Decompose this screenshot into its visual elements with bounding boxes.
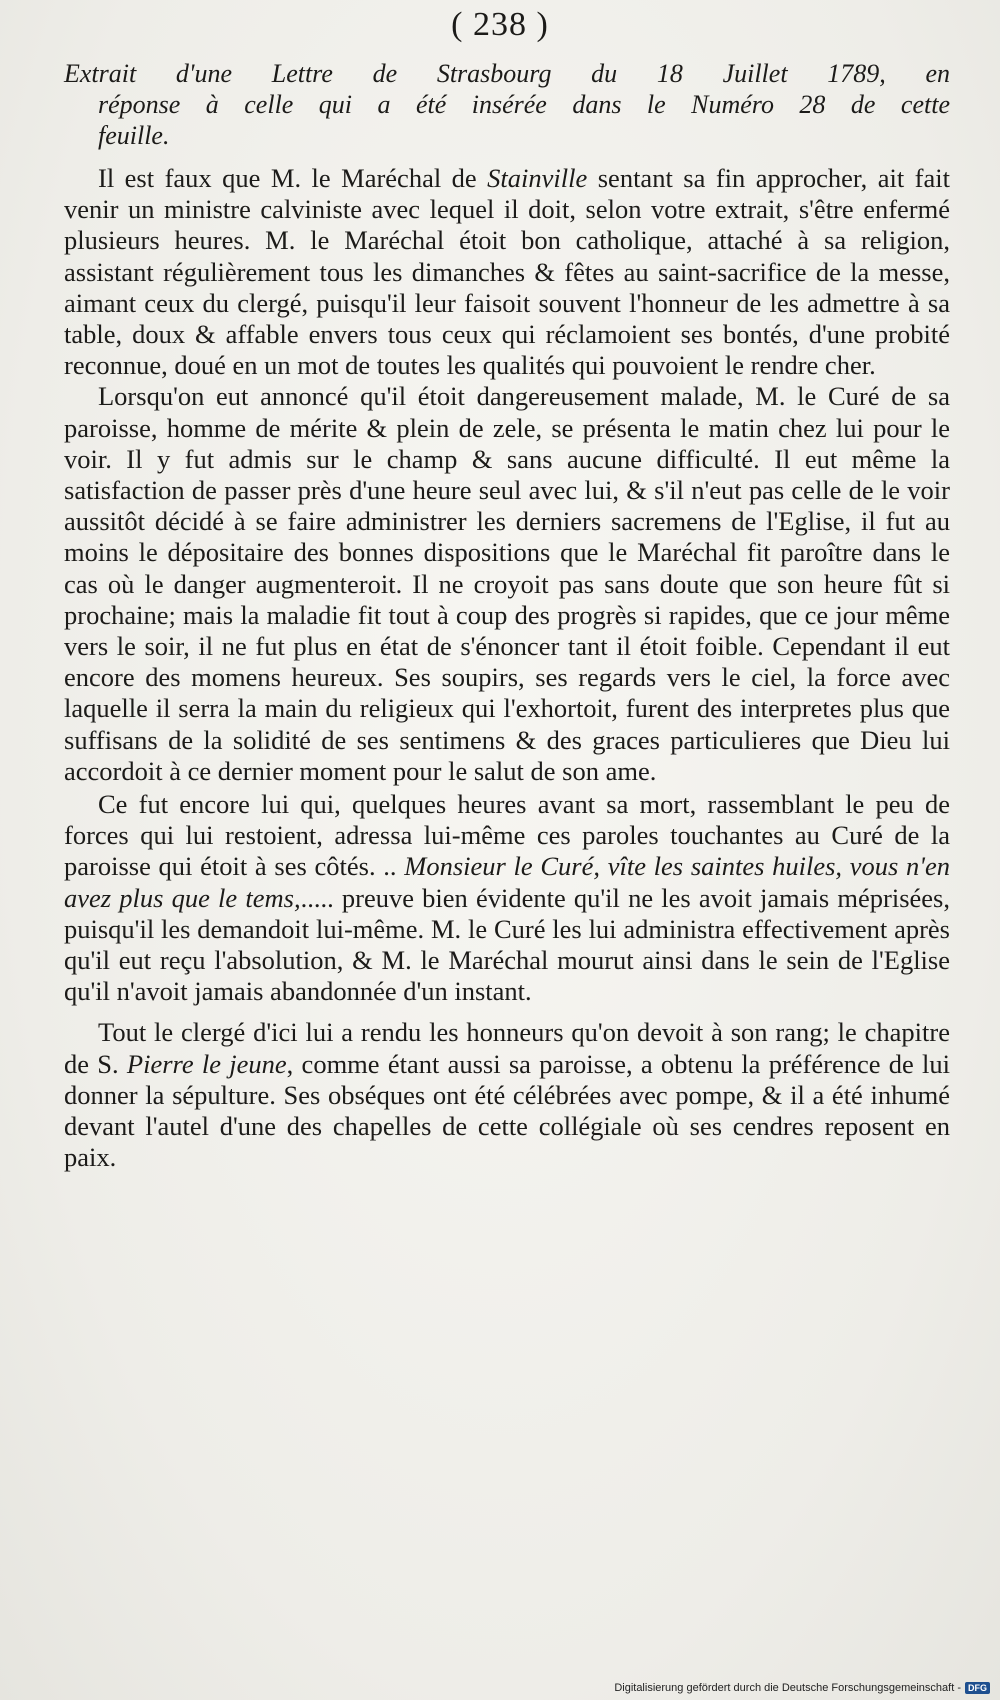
heading-line-3: feuille. [98,121,170,150]
paragraph-4-start: Tout le clergé d'ici lui a rendu les honneurs qu'on devoit à son rang; le chapitre de S. [64,1017,950,1079]
paragraph-1-rest: sentant sa fin approcher, ait fait venir un ministre calviniste avec lequel il doit, selon votre extrait, s'être enfermé plusieurs heures. M. le Maréchal étoit bon catholique, attaché à sa religion, assistant régulièrement tous les dimanches & fêtes au saint-sacrifice de la messe, aimant ceux du clergé, puisqu'il leur faisoit souvent l'honneur de les admettre à sa table, doux & affable envers tous ceux qui réclamoient ses bontés, d'une probité reconnue, doué en un mot de toutes les qualités qui pouvoient le rendre cher. [64,163,950,381]
paragraph-1-start: Il est faux que M. le Maréchal de [98,163,488,193]
paragraph-4-rest: , comme étant aussi sa paroisse, a obtenu la préférence de lui donner la sépulture. Ses obséques ont été célébrées avec pompe, & il a été inhumé devant l'autel d'une des chapelles de cette collégiale où ses cendres reposent en paix. [64,1048,951,1173]
letter-heading [64,58,950,151]
paragraph-4 [64,1017,950,1173]
heading-line-1: Extrait d'une Lettre de Strasbourg du 18 Juillet 1789, en [64,59,950,88]
paragraph-3 [64,789,950,1007]
digitization-credit [614,1682,990,1694]
paragraph-3-rest: ..... preuve bien évidente qu'il ne les avoit jamais méprisées, puisqu'il les demandoit lui-même. M. le Curé les lui administra effectivement après qu'il eut reçu l'absolution, & M. le Maréchal mourut ainsi dans le sein de l'Eglise qu'il n'avoit jamais abandonnée d'un instant. [64,882,950,1007]
letter-body [64,163,950,1174]
quote-last-words: Monsieur le Curé, vîte les saintes huiles, vous n'en avez plus que le tems, [64,851,950,913]
name-pierre-le-jeune: Pierre le jeune [126,1048,287,1079]
credit-text: Digitalisierung gefördert durch die Deutsche Forschungsgemeinschaft - [614,1682,961,1694]
heading-line-2: réponse à celle qui a été insérée dans le Numéro 28 de cette [98,90,950,119]
page-number: ( 238 ) [451,6,549,43]
paragraph-2: Lorsqu'on eut annoncé qu'il étoit dangereusement malade, M. le Curé de sa paroisse, homme de mérite & plein de zele, se présenta le matin chez lui pour le voir. Il y fut admis sur le champ & sans aucune difficulté. Il eut même la satisfaction de passer près d'une heure seul avec lui, & s'il n'eut pas celle de le voir aussitôt décidé à se faire administrer les derniers sacremens de l'Eglise, il fut au moins le dépositaire des bonnes dispositions que le Maréchal fit paroître dans le cas où le danger augmenteroit. Il ne croyoit pas sans doute que son heure fût si prochaine; mais la maladie fit tout à coup des progrès si rapides, que ce jour même vers le soir, il ne fut plus en état de s'énoncer tant il étoit foible. Cependant il eut encore des momens heureux. Ses soupirs, ses regards vers le ciel, la force avec laquelle il serra la main du religieux qui l'exhortoit, furent des interpretes plus que suffisans de la solidité de ses sentimens & des graces particulieres que Dieu lui accordoit à ce dernier moment pour le salut de son ame. [64,381,950,786]
name-stainville: Stainville [487,163,588,193]
dfg-logo-icon: DFG [965,1682,990,1694]
paragraph-3-start: Ce fut encore lui qui, quelques heures avant sa mort, rassemblant le peu de forces qui lui restoient, adressa lui-même ces paroles touchantes au Curé de la paroisse qui étoit à ses côtés. .. [64,789,950,882]
paragraph-1 [64,163,950,381]
